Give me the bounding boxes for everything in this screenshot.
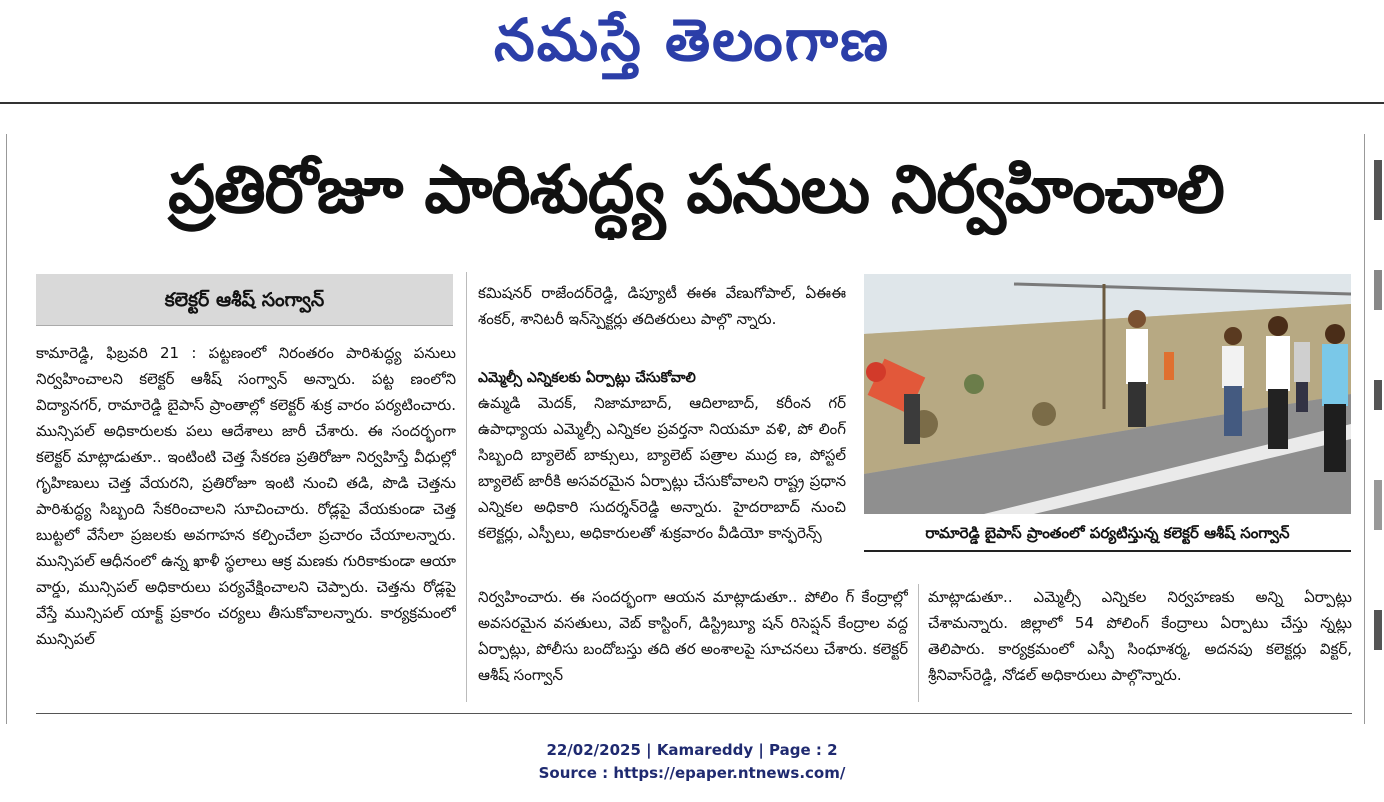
column-divider	[466, 272, 467, 702]
clip-border-left	[6, 134, 7, 724]
masthead	[0, 0, 1384, 104]
newspaper-logo: నమస్తే తెలంగాణ	[494, 6, 890, 74]
adjacent-clip-edge	[1372, 150, 1384, 710]
article-headline: ప్రతిరోజూ పారిశుద్ధ్య పనులు నిర్వహించాలి	[168, 151, 1224, 228]
masthead-divider	[0, 102, 1384, 104]
source-link[interactable]: Source : https://epaper.ntnews.com/	[538, 764, 846, 782]
article-column-1: కామారెడ్డి, ఫిబ్రవరి 21 : పట్టణంలో నిరంతరం పారిశుద్ధ్య పనులు నిర్వహించాలని కలెక్టర్ ఆశీష్ సంగ్వాన్ అన్నారు. పట్ట ణంలోని విద్యానగర్, రామారెడ్డి బైపాస్ ప్రాంతాల్లో కలెక్టర్ శుక్ర వారం పర్యటించారు. మున్సిపల్ అధికారులకు పలు ఆదేశాలు జారీ చేశారు. ఈ సందర్భంగా కలెక్టర్ మాట్లాడుతూ.. ఇంటింటి చెత్త సేకరణ ప్రతిరోజూ నిర్వహిస్తే వీధుల్లో గృహిణులు చెత్త వేయరని, ప్రతిరోజూ ఇంటి నుంచి తడి, పొడి చెత్తను పారిశుద్ధ్య సిబ్బంది సేకరించాలని సూచించారు. రోడ్లపై వేయకుండా చెత్త బుట్టలో వేసేలా ప్రజలకు అవగాహన కల్పించేలా ప్రచారం చేయాలన్నారు. మున్సిపల్ ఆధీనంలో ఉన్న ఖాళీ స్థలాలు ఆక్ర మణకు గురికాకుండా ఆయా వార్డు, మున్సిపల్ అధికారులు పర్యవేక్షించాలని చెప్పారు. చెత్తను రోడ్లపై వేస్తే మున్సిపల్ యాక్ట్ ప్రకారం చర్యలు తీసుకోవాలన్నారు. కార్యక్రమంలో మున్సిపల్	[36, 344, 456, 648]
news-photo	[864, 274, 1351, 514]
article-column-3: నిర్వహించారు. ఈ సందర్భంగా ఆయన మాట్లాడుతూ.. పోలిం గ్ కేంద్రాల్లో అవసరమైన వసతులు, వెబ్ కాస్టింగ్, డిస్ట్రిబ్యూ షన్ రిసెప్షన్ కేంద్రాల వద్ద ఏర్పాట్లు, పోలీసు బందోబస్తు తది తర అంశాలపై సూచనలు చేశారు. కలెక్టర్ ఆశీష్ సంగ్వాన్	[478, 588, 908, 684]
article-column-2: కమిషనర్ రాజేందర్‌రెడ్డి, డిప్యూటీ ఈఈ వేణుగోపాల్, ఏఈఈ శంకర్, శానిటరీ ఇన్‌స్పెక్టర్లు తదితరులు పాల్గొ న్నారు.	[478, 284, 846, 328]
column-divider	[918, 584, 919, 702]
photo-illustration	[864, 274, 1351, 514]
article-column-4: మాట్లాడుతూ.. ఎమ్మెల్సీ ఎన్నికల నిర్వహణకు అన్ని ఏర్పాట్లు చేశామన్నారు. జిల్లాలో 54 పోలింగ్ కేంద్రాలు ఏర్పాటు చేస్తు న్నట్లు తెలిపారు. కార్యక్రమంలో ఎస్పీ సింధూశర్మ, అదనపు కలెక్టర్లు విక్టర్, శ్రీనివాస్‌రెడ్డి, నోడల్ అధికారులు పాల్గొన్నారు.	[928, 588, 1352, 684]
edition-info: 22/02/2025 | Kamareddy | Page : 2	[546, 741, 838, 759]
clip-border-right	[1364, 134, 1365, 724]
photo-caption: రామారెడ్డి బైపాస్ ప్రాంతంలో పర్యటిస్తున్న కలెక్టర్ ఆశీష్ సంగ్వాన్	[864, 514, 1351, 552]
article-column-2-continued: ఉమ్మడి మెదక్, నిజామాబాద్, ఆదిలాబాద్, కరీంన గర్ ఉపాధ్యాయ ఎమ్మెల్సీ ఎన్నికల ప్రవర్తనా నియమా వళి, పో లింగ్ సిబ్బంది బ్యాలెట్ బాక్సులు, బ్యాలెట్ పత్రాల ముద్ర ణ, పోస్టల్ బ్యాలెట్ జారీకి అసవరమైన ఏర్పాట్లు చేసుకోవాలని రాష్ట్ర ప్రధాన ఎన్నికల అధికారి సుదర్శన్‌రెడ్డి అన్నారు. హైదరాబాద్ నుంచి కలెక్టర్లు, ఎస్పీలు, అధికారులతో శుక్రవారం వీడియో కాన్ఫరెన్స్	[478, 394, 846, 542]
clip-bottom-border	[36, 713, 1352, 714]
article-subheading: ఎమ్మెల్సీ ఎన్నికలకు ఏర్పాట్లు చేసుకోవాలి	[478, 370, 696, 386]
article-byline: కలెక్టర్ ఆశీష్ సంగ్వాన్	[36, 274, 453, 326]
